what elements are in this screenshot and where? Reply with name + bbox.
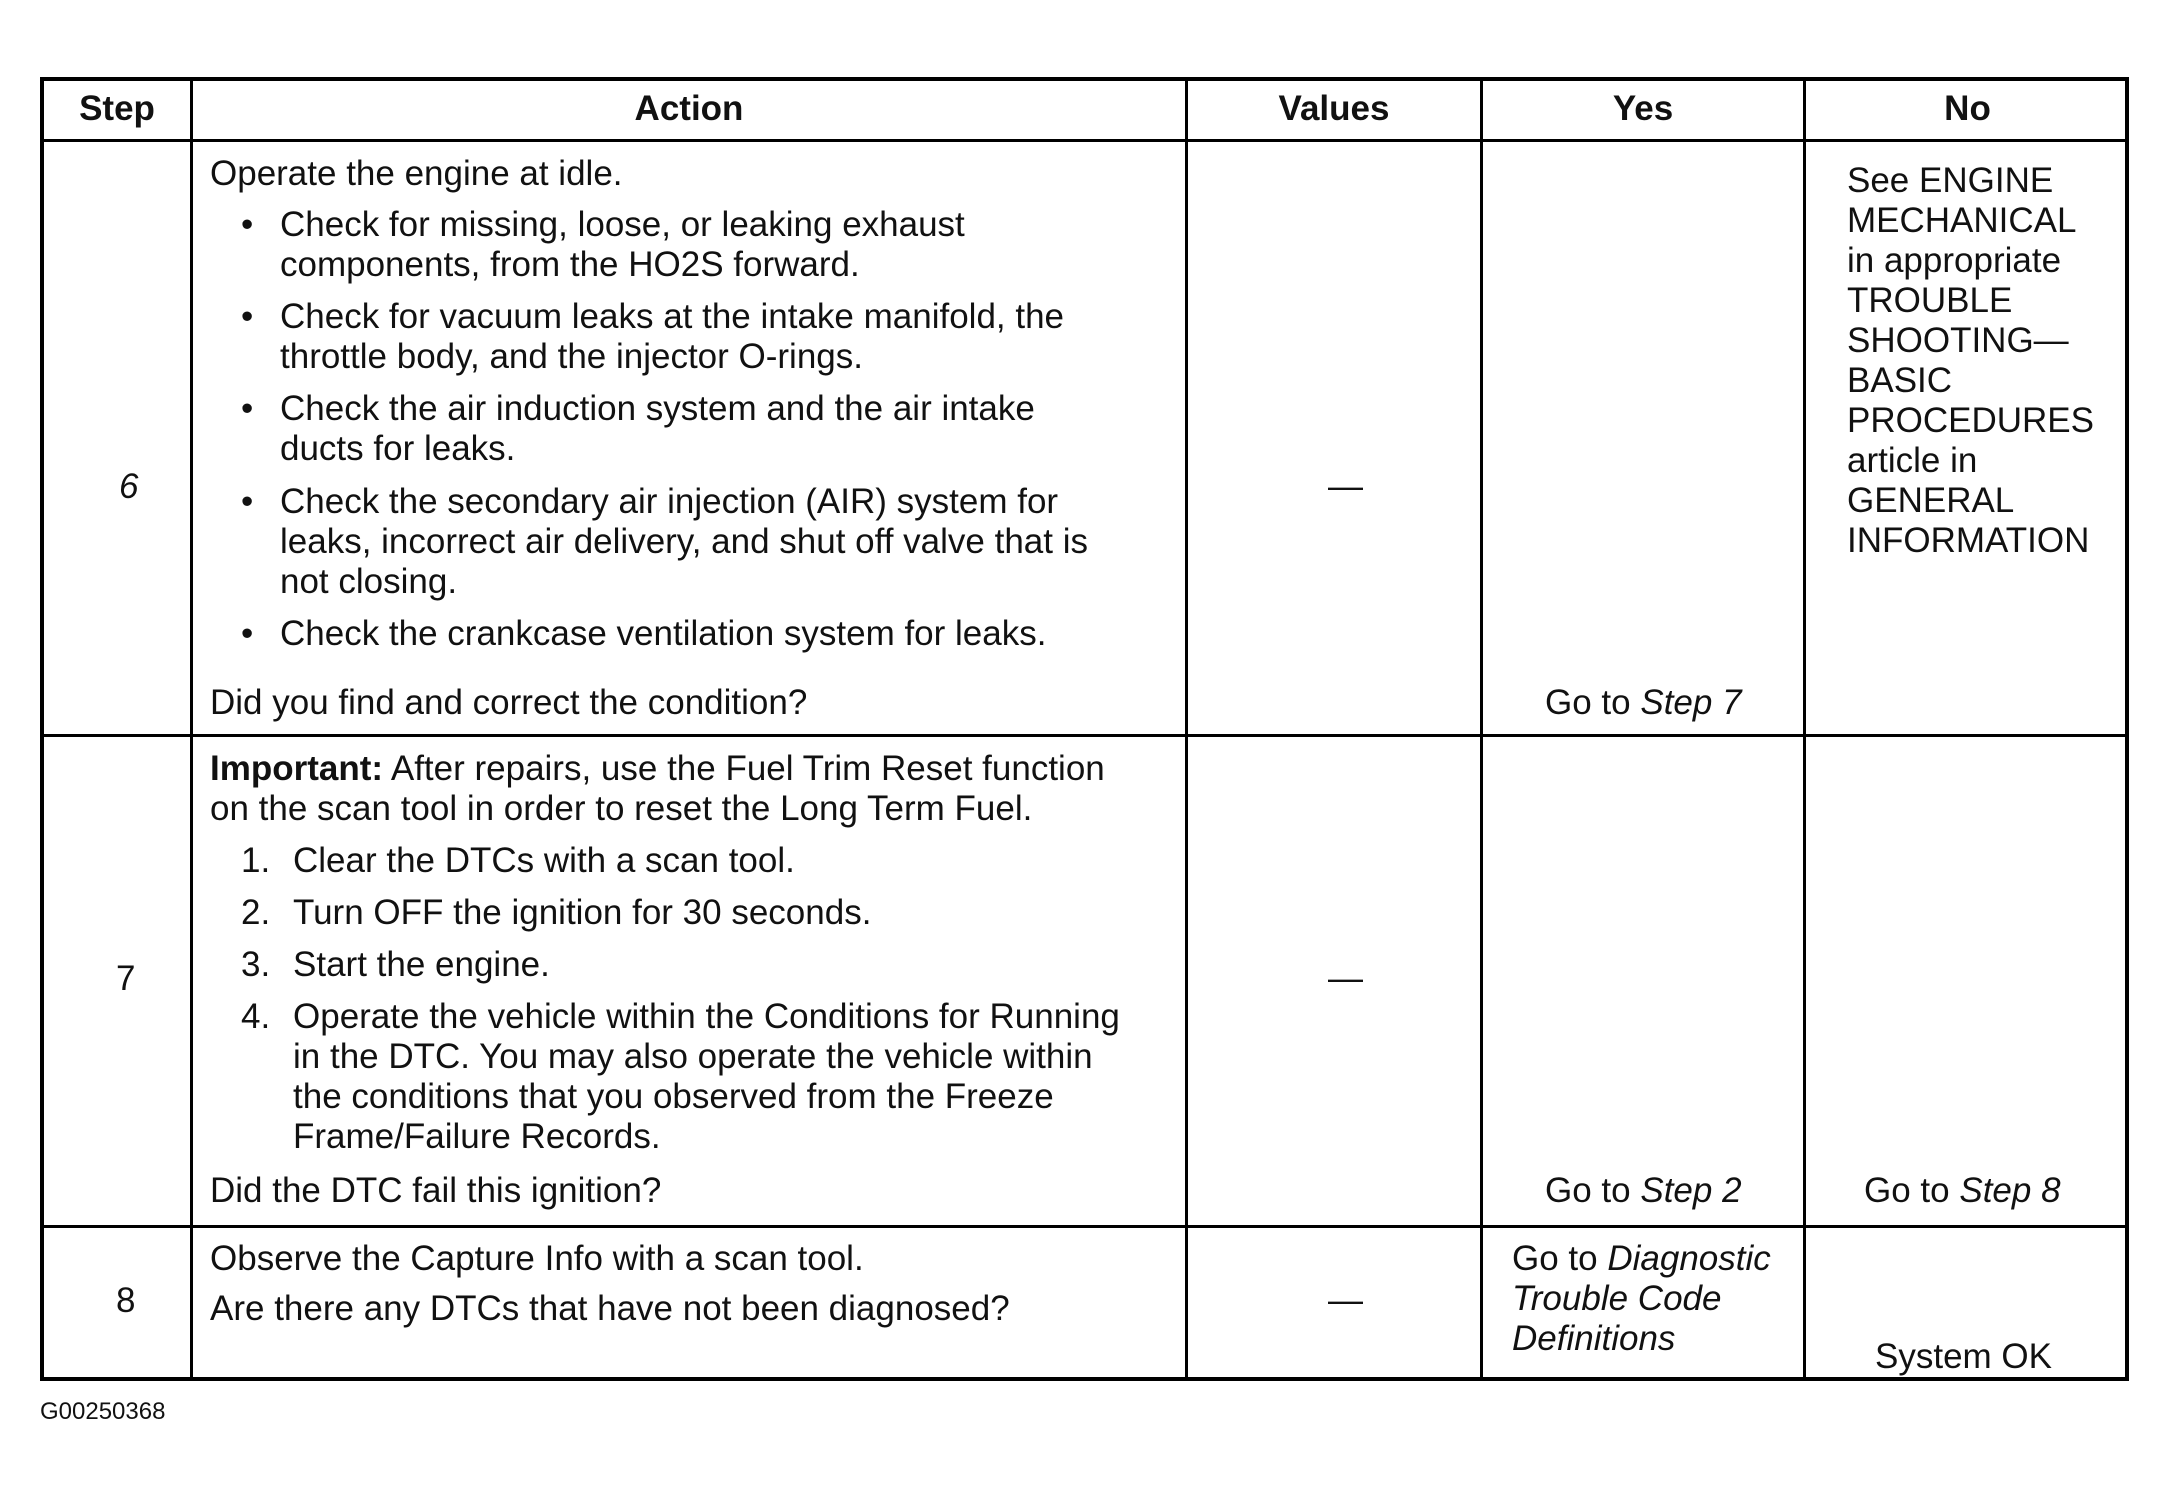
header-action: Action	[634, 89, 744, 128]
yes-target: Trouble Code	[1512, 1279, 1722, 1318]
step-list-number: 3.	[241, 945, 271, 984]
no-line: in appropriate	[1847, 241, 2062, 280]
yes-cell	[1545, 683, 1742, 723]
no-line: BASIC	[1847, 361, 1953, 400]
bullet-text: ducts for leaks.	[280, 429, 516, 468]
action-question: Are there any DTCs that have not been diagnosed?	[210, 1289, 1010, 1328]
step-number: 6	[119, 467, 139, 506]
bullet-text: Check for vacuum leaks at the intake manifold, the	[280, 297, 1065, 336]
values-cell: —	[1328, 959, 1363, 998]
action-question: Did you find and correct the condition?	[210, 683, 808, 722]
no-line: GENERAL	[1847, 481, 2015, 520]
important-text: After repairs, use the Fuel Trim Reset function	[390, 749, 1105, 788]
figure-id: G00250368	[40, 1398, 166, 1425]
no-line: article in	[1847, 441, 1978, 480]
action-line: Observe the Capture Info with a scan tool.	[210, 1239, 864, 1278]
yes-line	[1512, 1239, 1771, 1279]
important-note	[210, 749, 1105, 789]
column-divider	[1803, 81, 1806, 1377]
bullet-icon: •	[241, 614, 254, 653]
step-list-text: Turn OFF the ignition for 30 seconds.	[293, 893, 872, 932]
bullet-text: Check the air induction system and the air intake	[280, 389, 1035, 428]
no-prefix: Go to	[1864, 1171, 1950, 1210]
no-line: TROUBLE	[1847, 281, 2013, 320]
yes-step-link: Step 2	[1640, 1171, 1742, 1210]
step-list-text: Start the engine.	[293, 945, 550, 984]
header-step: Step	[79, 89, 155, 128]
bullet-text: Check the crankcase ventilation system for leaks.	[280, 614, 1047, 653]
yes-cell	[1545, 1171, 1742, 1211]
header-values: Values	[1278, 89, 1390, 128]
step-list-text: the conditions that you observed from the Freeze	[293, 1077, 1054, 1116]
yes-target: Diagnostic	[1607, 1239, 1771, 1278]
step-list-text: Operate the vehicle within the Conditions for Running	[293, 997, 1120, 1036]
bullet-icon: •	[241, 205, 254, 244]
values-cell: —	[1328, 1281, 1363, 1320]
step-number: 8	[116, 1281, 136, 1320]
step-list-number: 1.	[241, 841, 271, 880]
important-text: on the scan tool in order to reset the Long Term Fuel.	[210, 789, 1033, 828]
bullet-icon: •	[241, 482, 254, 521]
yes-target: Definitions	[1512, 1319, 1676, 1358]
column-divider	[1480, 81, 1483, 1377]
step-list-text: Frame/Failure Records.	[293, 1117, 661, 1156]
bullet-text: leaks, incorrect air delivery, and shut off valve that is	[280, 522, 1088, 561]
diagnostic-table	[40, 77, 2129, 1381]
bullet-text: not closing.	[280, 562, 458, 601]
row-divider	[44, 734, 2125, 737]
no-line: SHOOTING—	[1847, 321, 2069, 360]
step-list-number: 2.	[241, 893, 271, 932]
bullet-text: components, from the HO2S forward.	[280, 245, 860, 284]
header-no: No	[1944, 89, 1991, 128]
header-yes: Yes	[1612, 89, 1674, 128]
yes-prefix: Go to	[1545, 683, 1631, 722]
no-cell	[1864, 1171, 2061, 1211]
values-cell: —	[1328, 467, 1363, 506]
step-list-number: 4.	[241, 997, 271, 1036]
bullet-text: Check the secondary air injection (AIR) system for	[280, 482, 1059, 521]
column-divider	[1185, 81, 1188, 1377]
bullet-icon: •	[241, 297, 254, 336]
yes-prefix: Go to	[1545, 1171, 1631, 1210]
yes-step-link: Step 7	[1640, 683, 1742, 722]
no-line: INFORMATION	[1847, 521, 2090, 560]
important-label: Important:	[210, 749, 384, 788]
step-list-text: in the DTC. You may also operate the vehicle within	[293, 1037, 1093, 1076]
no-step-link: Step 8	[1959, 1171, 2061, 1210]
yes-prefix: Go to	[1512, 1239, 1598, 1278]
step-list-text: Clear the DTCs with a scan tool.	[293, 841, 795, 880]
step-number: 7	[116, 959, 136, 998]
no-line: MECHANICAL	[1847, 201, 2077, 240]
bullet-icon: •	[241, 389, 254, 428]
no-line: See ENGINE	[1847, 161, 2054, 200]
header-divider	[44, 139, 2125, 142]
bullet-text: Check for missing, loose, or leaking exhaust	[280, 205, 965, 244]
action-intro: Operate the engine at idle.	[210, 154, 623, 193]
no-cell: System OK	[1875, 1337, 2052, 1376]
no-line: PROCEDURES	[1847, 401, 2094, 440]
column-divider	[190, 81, 193, 1377]
bullet-text: throttle body, and the injector O-rings.	[280, 337, 863, 376]
action-question: Did the DTC fail this ignition?	[210, 1171, 662, 1210]
row-divider	[44, 1225, 2125, 1228]
